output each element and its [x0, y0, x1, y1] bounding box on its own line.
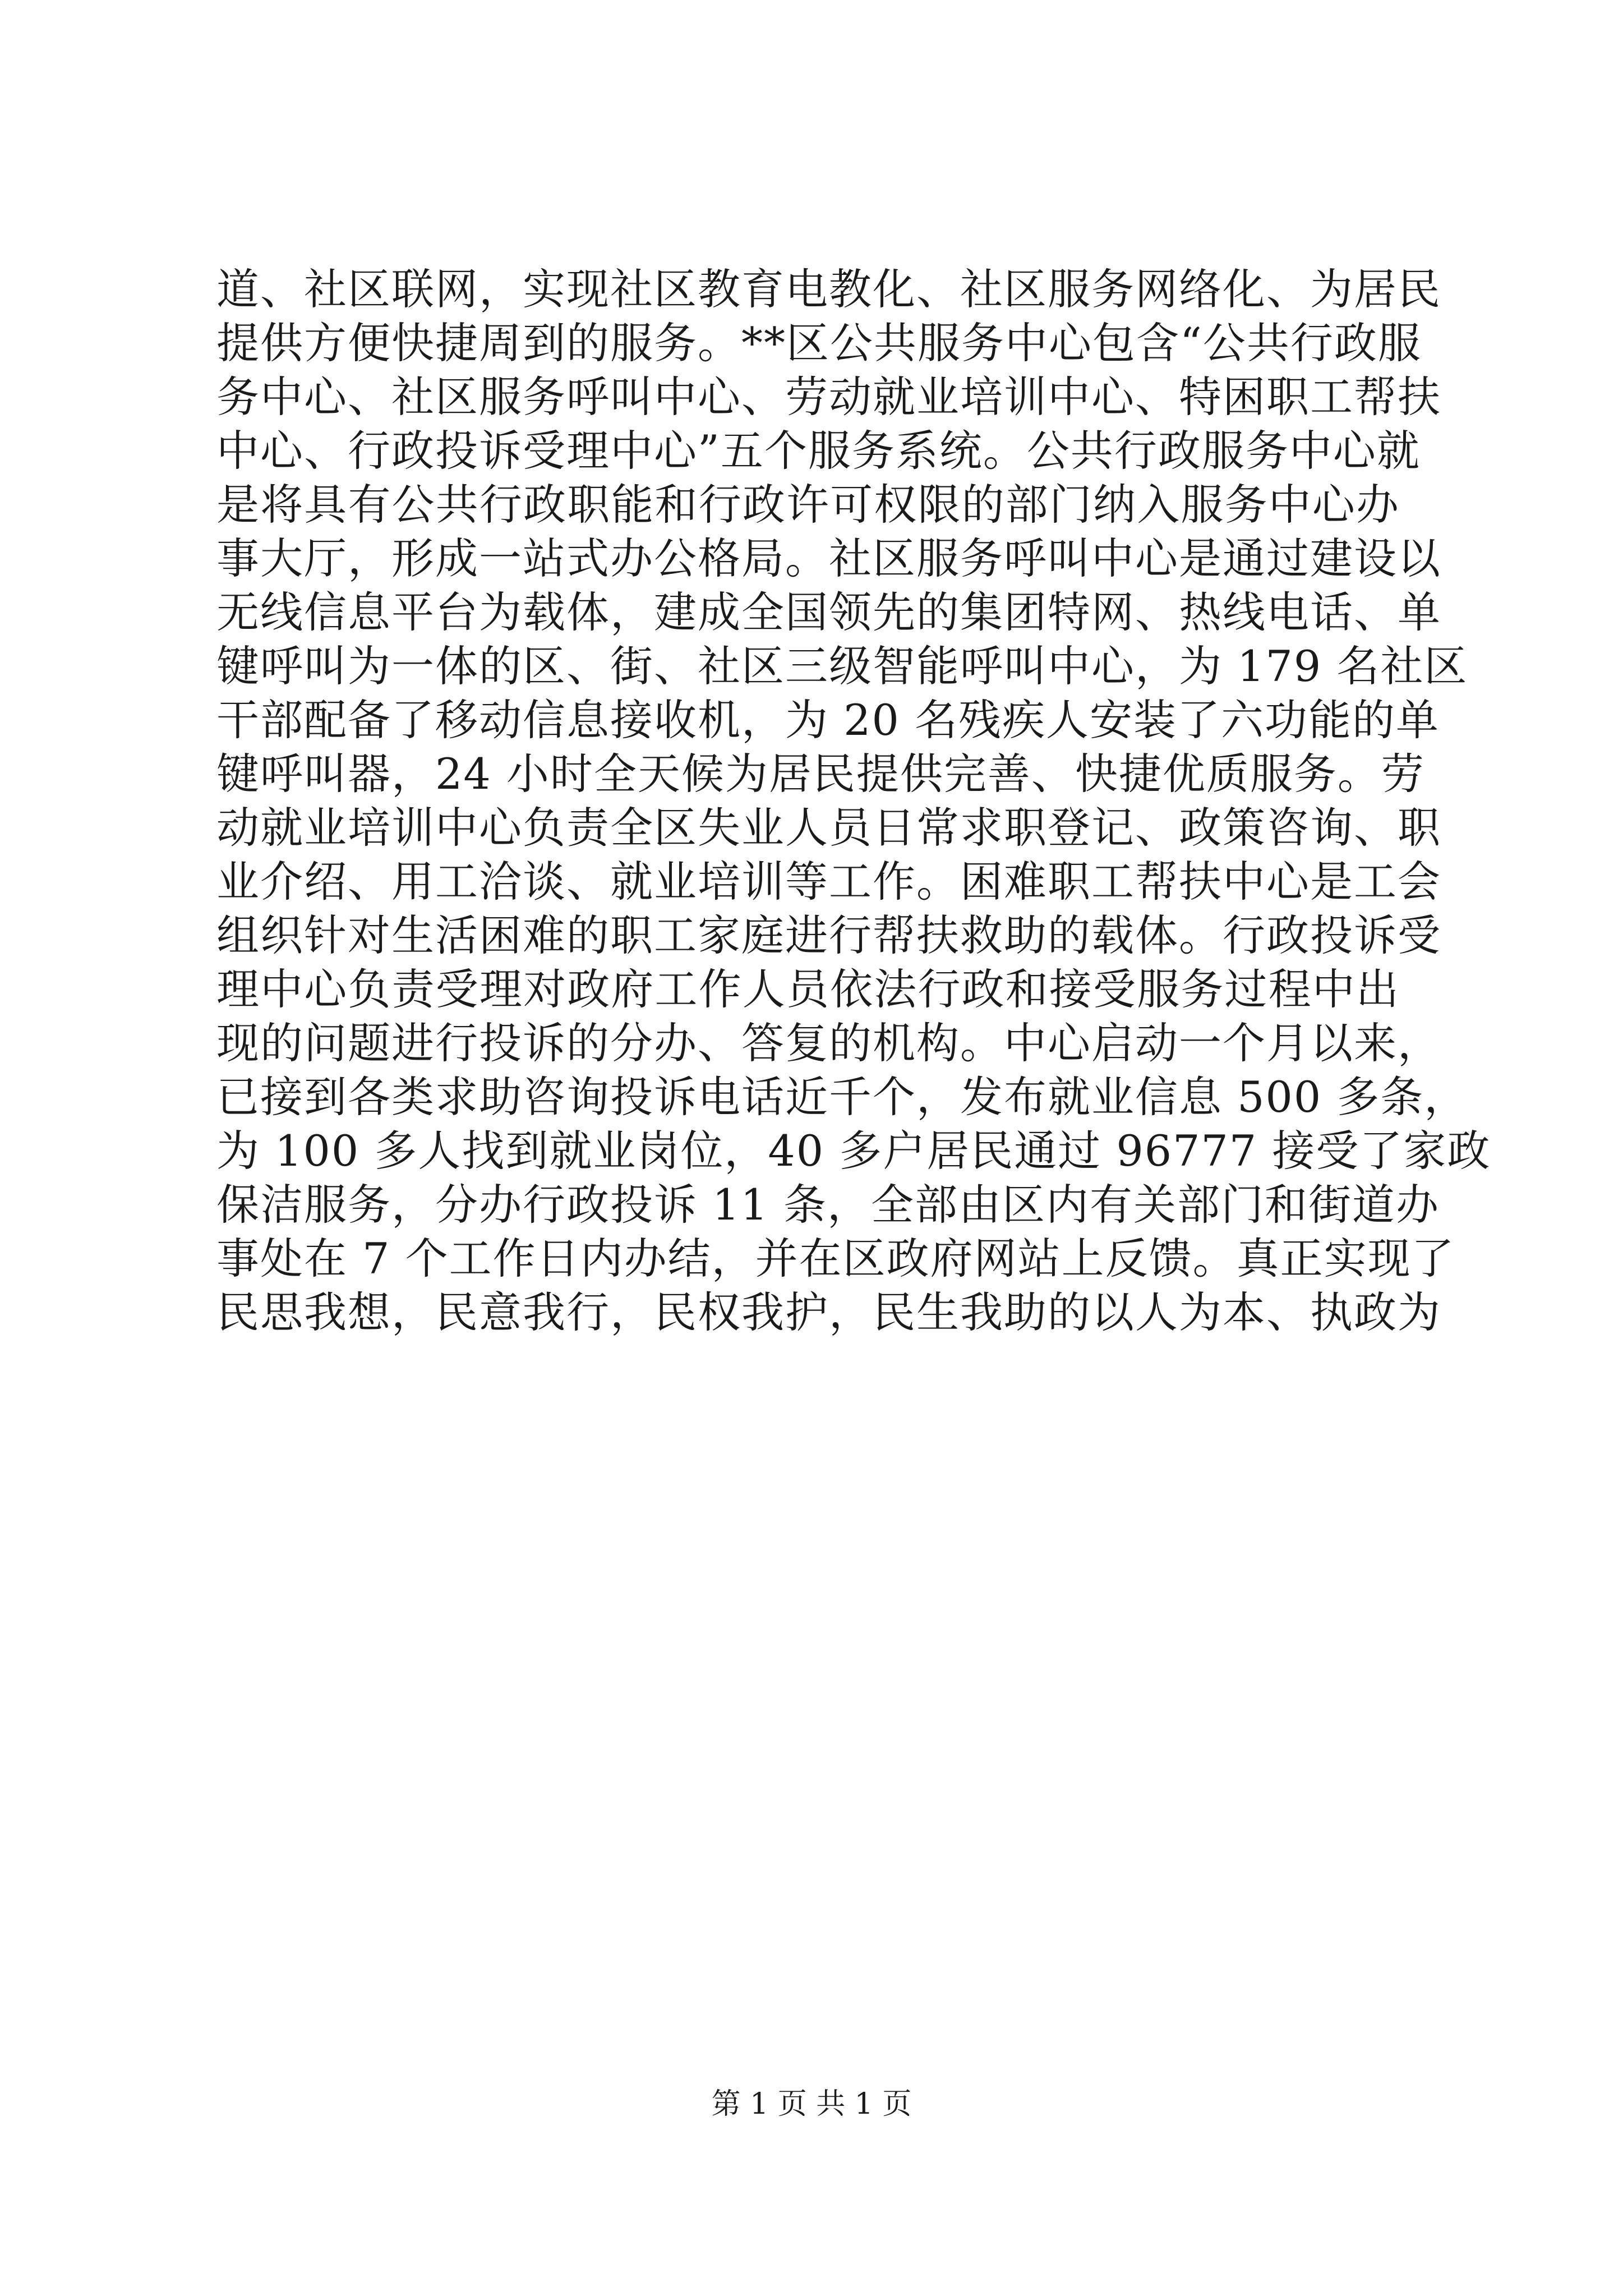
text-line: 业介绍、用工洽谈、就业培训等工作。困难职工帮扶中心是工会 — [216, 857, 1441, 907]
page-footer — [0, 2085, 1623, 2124]
text-line: 提供方便快捷周到的服务。**区公共服务中心包含“公共行政服 — [216, 318, 1422, 368]
page-number-label: 第 1 页 共 1 页 — [711, 2087, 912, 2121]
text-line: 现的问题进行投诉的分办、答复的机构。中心启动一个月以来， — [216, 1018, 1441, 1068]
text-line: 键呼叫为一体的区、街、社区三级智能呼叫中心，为 179 名社区 — [216, 641, 1468, 691]
text-line: 已接到各类求助咨询投诉电话近千个，发布就业信息 500 多条， — [216, 1072, 1468, 1122]
text-line: 民思我想，民意我行，民权我护，民生我助的以人为本、执政为 — [216, 1287, 1441, 1337]
text-line: 键呼叫器，24 小时全天候为居民提供完善、快捷优质服务。劳 — [216, 749, 1425, 799]
text-line: 无线信息平台为载体，建成全国领先的集团特网、热线电话、单 — [216, 587, 1441, 637]
text-line: 为 100 多人找到就业岗位，40 多户居民通过 96777 接受了家政 — [216, 1126, 1491, 1176]
text-line: 中心、行政投诉受理中心”五个服务系统。公共行政服务中心就 — [216, 426, 1421, 476]
text-line: 道、社区联网，实现社区教育电教化、社区服务网络化、为居民 — [216, 264, 1441, 314]
text-line: 是将具有公共行政职能和行政许可权限的部门纳入服务中心办 — [216, 480, 1400, 530]
text-line: 组织针对生活困难的职工家庭进行帮扶救助的载体。行政投诉受 — [216, 910, 1441, 960]
body-paragraph — [216, 263, 1491, 1340]
text-line: 理中心负责受理对政府工作人员依法行政和接受服务过程中出 — [216, 964, 1400, 1014]
text-line: 动就业培训中心负责全区失业人员日常求职登记、政策咨询、职 — [216, 803, 1441, 853]
text-line: 事大厅，形成一站式办公格局。社区服务呼叫中心是通过建设以 — [216, 533, 1441, 583]
text-line: 保洁服务，分办行政投诉 11 条，全部由区内有关部门和街道办 — [216, 1180, 1440, 1230]
text-line: 事处在 7 个工作日内办结，并在区政府网站上反馈。真正实现了 — [216, 1234, 1455, 1283]
text-line: 务中心、社区服务呼叫中心、劳动就业培训中心、特困职工帮扶 — [216, 372, 1441, 422]
text-line: 干部配备了移动信息接收机，为 20 名残疾人安装了六功能的单 — [216, 695, 1440, 745]
